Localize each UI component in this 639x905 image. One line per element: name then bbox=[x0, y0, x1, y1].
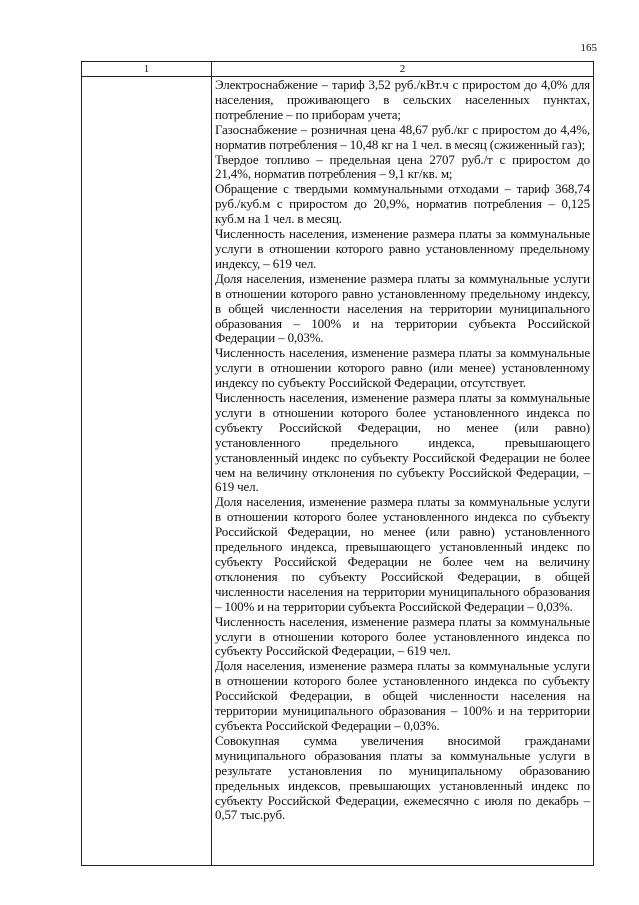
column-header-2: 2 bbox=[212, 62, 594, 77]
paragraph-share-more: Доля населения, изменение размера платы за коммунальные услуги в отношении которого более установленного индекса по субъекту Российской Федерации, в общей численности населения на территории муниципального образования – 100% и на территории субъекта Российской Федерации – 0,03%. bbox=[215, 658, 590, 733]
paragraph-population-less: Численность населения, изменение размера платы за коммунальные услуги в отношении которого равно (или менее) установленному индексу по субъекту Российской Федерации, отсутствует. bbox=[215, 345, 590, 391]
table-header-row bbox=[82, 62, 594, 77]
paragraph-population-more: Численность населения, изменение размера платы за коммунальные услуги в отношении которого более установленного индекса по субъекту Российской Федерации, – 619 чел. bbox=[215, 613, 590, 659]
paragraph-gas: Газоснабжение – розничная цена 48,67 руб./кг с приростом до 4,4%, норматив потребления – 10,48 кг на 1 чел. в месяц (сжиженный газ); bbox=[215, 121, 590, 152]
paragraph-population-equal: Численность населения, изменение размера платы за коммунальные услуги в отношении которого равно установленному предельному индексу, – 619 чел. bbox=[215, 226, 590, 271]
empty-cell bbox=[82, 77, 212, 866]
paragraph-share-between: Доля населения, изменение размера платы за коммунальные услуги в отношении которого более установленного индекса по субъекту Российской Федерации, но менее (или равно) установленного предельного индекса, превышающего установленный индекс по субъекту Российской Федерации не более чем на величину отклонения по субъекту Российской Федерации, в общей численности населения на территории муниципального образования – 100% и на территории субъекта Российской Федерации – 0,03%. bbox=[215, 494, 590, 614]
paragraph-share-equal: Доля населения, изменение размера платы за коммунальные услуги в отношении которого равно установленному предельному индексу, в общей численности населения на территории муниципального образования – 100% и на территории субъекта Российской Федерации – 0,03%. bbox=[215, 270, 590, 346]
paragraph-solid-fuel: Твердое топливо – предельная цена 2707 руб./т с приростом до 21,4%, норматив потребления – 9,1 кг/кв. м; bbox=[215, 151, 590, 182]
paragraph-population-between: Численность населения, изменение размера платы за коммунальные услуги в отношении которого более установленного индекса по субъекту Российской Федерации, но менее (или равно) установленного предельного индекса, превышающего установленный индекс по субъекту Российской Федерации не более чем на величину отклонения по субъекту Российской Федерации, – 619 чел. bbox=[215, 390, 590, 495]
paragraph-waste: Обращение с твердыми коммунальными отходами – тариф 368,74 руб./куб.м с приростом до 20,9%, норматив потребления – 0,125 куб.м на 1 чел. в месяц. bbox=[215, 181, 590, 227]
paragraph-electricity: Электроснабжение – тариф 3,52 руб./кВт.ч с приростом до 4,0% для населения, проживающего в сельских населенных пунктах, потребление – по приборам учета; bbox=[215, 77, 590, 122]
document-table bbox=[81, 61, 594, 866]
table-row bbox=[82, 77, 594, 866]
page-number: 165 bbox=[580, 42, 597, 54]
content-cell bbox=[212, 77, 594, 866]
column-header-1: 1 bbox=[82, 62, 212, 77]
paragraph-total-increase: Совокупная сумма увеличения вносимой гражданами муниципального образования платы за коммунальные услуги в результате установления по муниципальному образованию предельных индексов, превышающих установленный индекс по субъекту Российской Федерации, ежемесячно с июля по декабрь – 0,57 тыс.руб. bbox=[215, 732, 590, 823]
